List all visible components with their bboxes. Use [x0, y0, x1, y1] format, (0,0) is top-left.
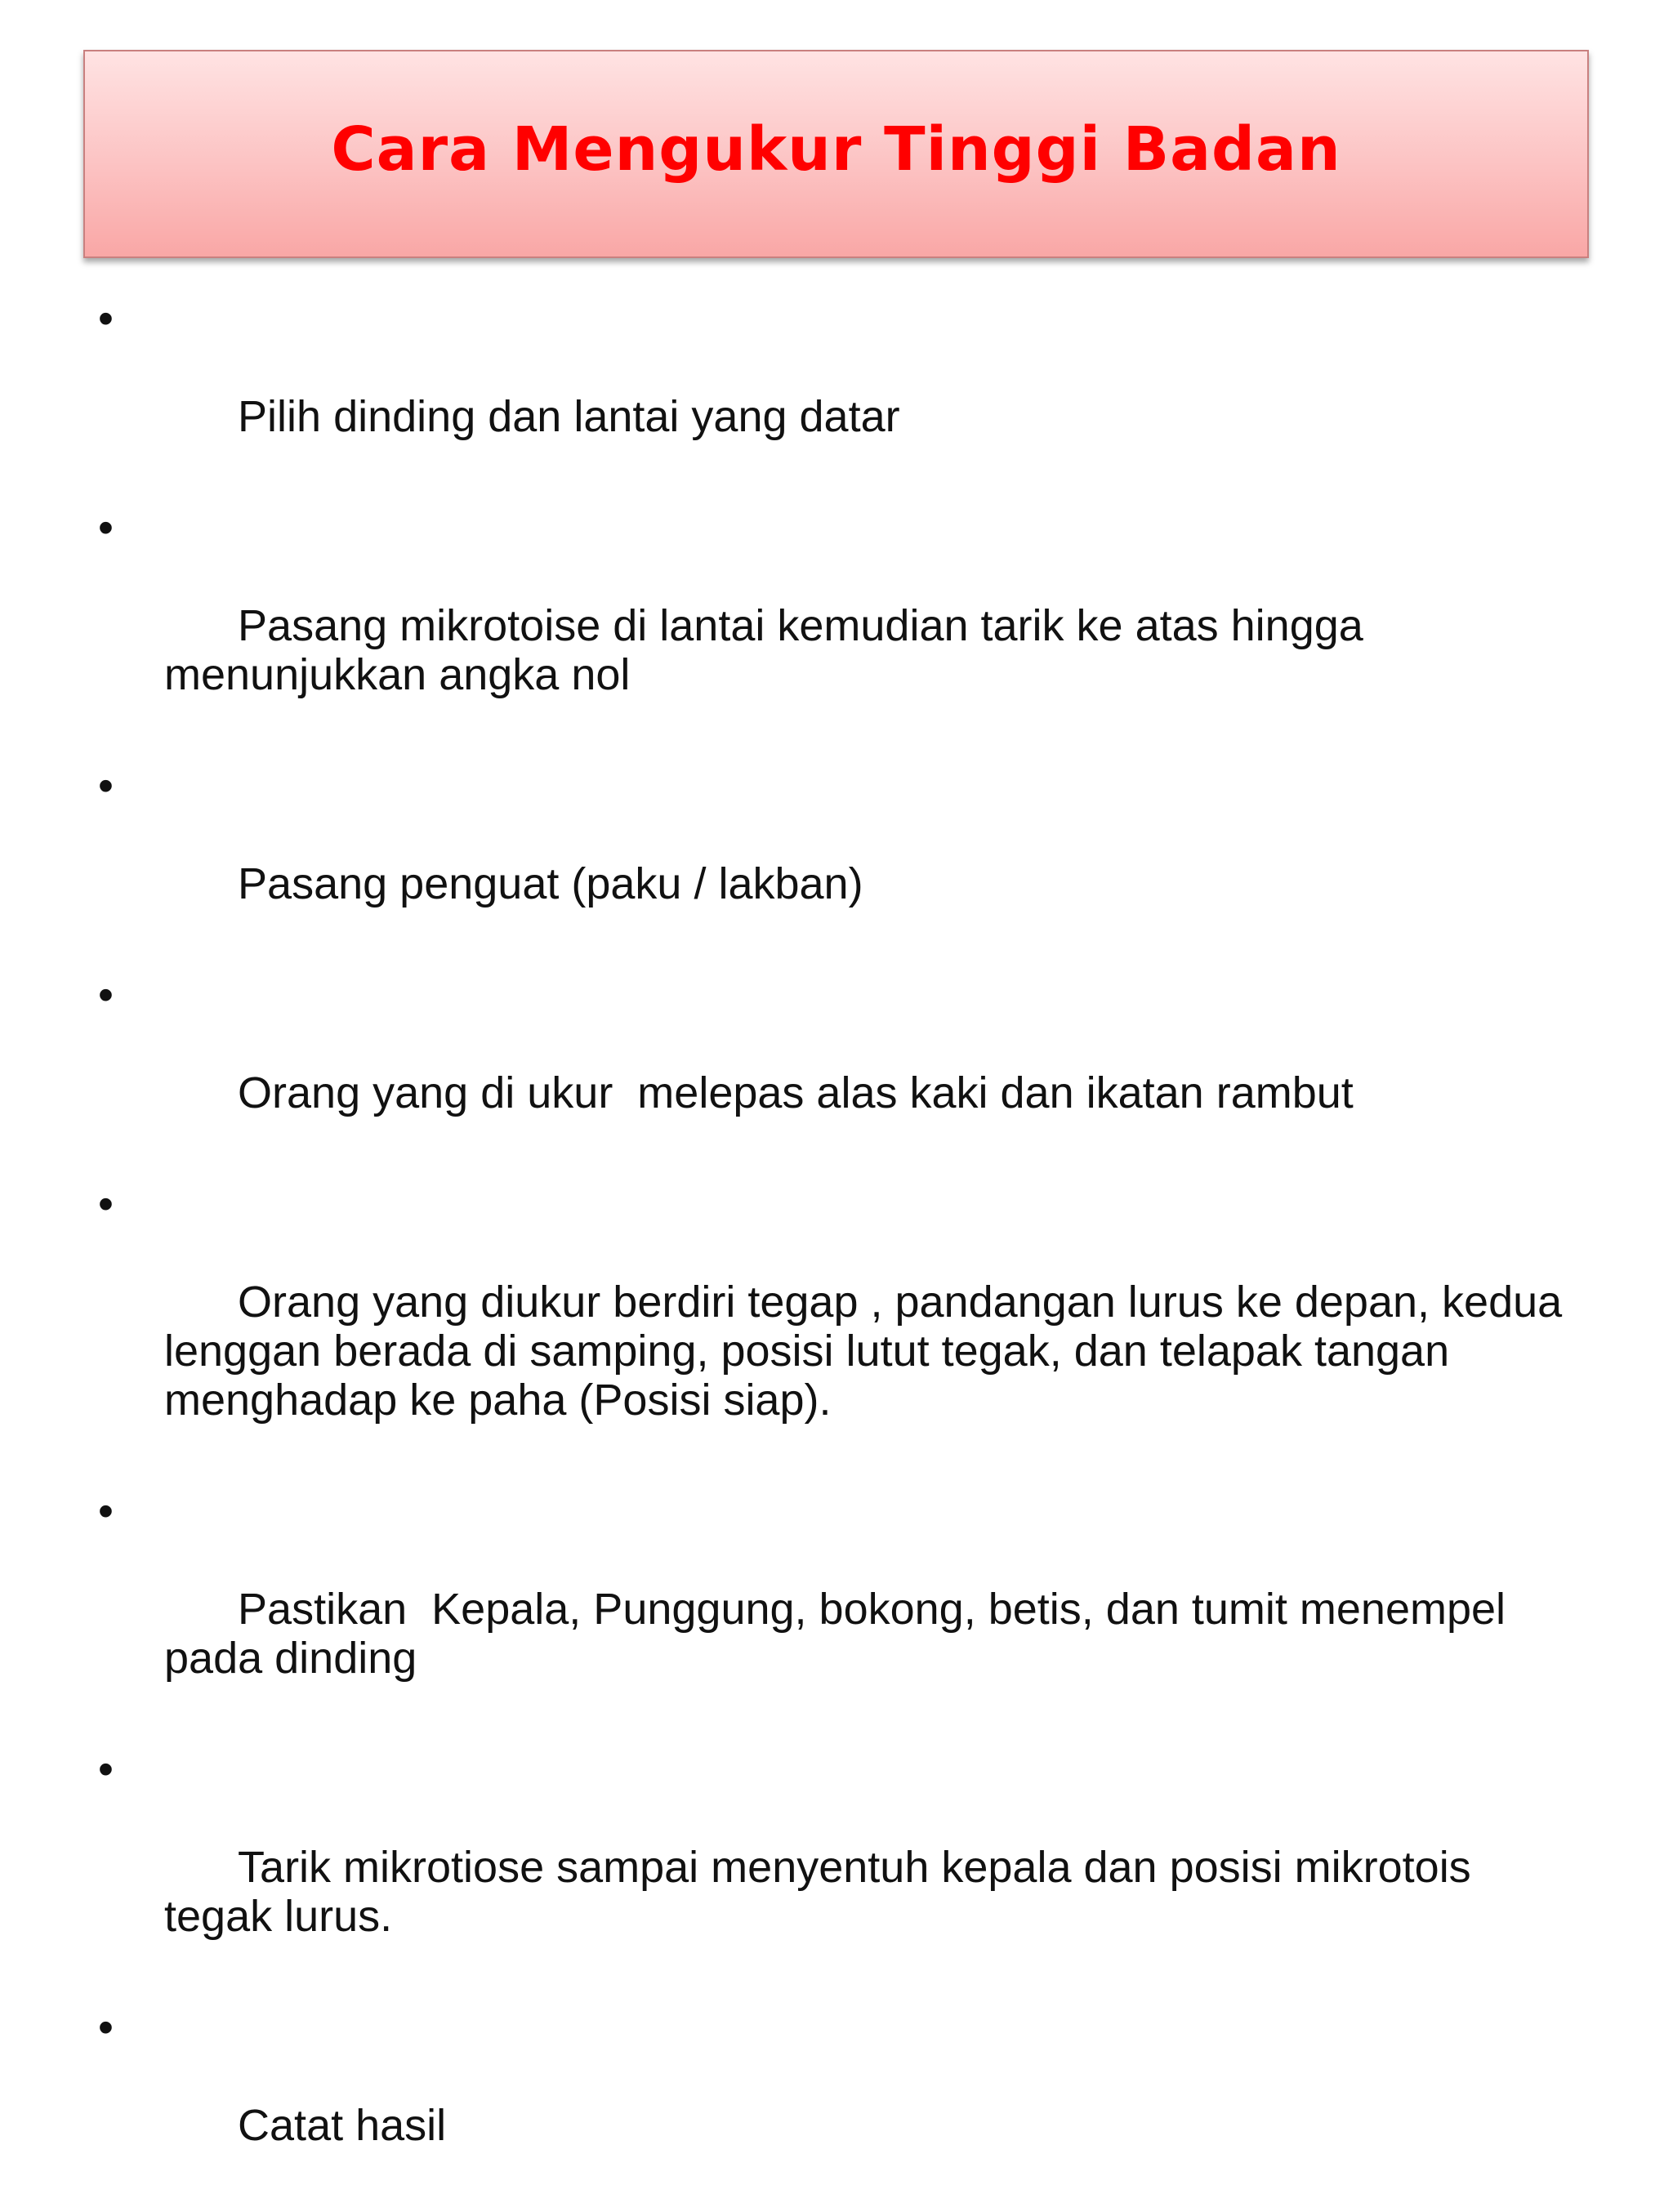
bullet-text: Orang yang di ukur melepas alas kaki dan ikatan rambut [238, 1068, 1354, 1117]
bullet-item [98, 970, 1568, 1166]
bullet-item [98, 761, 1568, 957]
bullet-text: Pilih dinding dan lantai yang datar [238, 392, 900, 441]
bullet-text: Catat hasil [238, 2101, 447, 2150]
bullet-icon: • [98, 1180, 114, 1229]
bullet-item [98, 1745, 1568, 1990]
bullet-icon: • [98, 970, 114, 1019]
bullet-list [98, 294, 1568, 2212]
bullet-text: Pastikan Kepala, Punggung, bokong, betis, dan tumit menempel pada dinding [164, 1585, 1506, 1683]
bullet-text: Orang yang diukur berdiri tegap , pandangan lurus ke depan, kedua lenggan berada di samping, posisi lutut tegak, dan telapak tangan menghadap ke paha (Posisi siap). [164, 1278, 1563, 1425]
bullet-icon: • [98, 1487, 114, 1536]
bullet-item [98, 1487, 1568, 1732]
bullet-icon: • [98, 1745, 114, 1794]
bullet-icon: • [98, 294, 114, 343]
bullet-icon: • [98, 503, 114, 552]
bullet-icon: • [98, 761, 114, 810]
bullet-item [98, 1180, 1568, 1474]
slide-title: Cara Mengukur Tinggi Badan [331, 114, 1341, 185]
bullet-text: Tarik mikrotiose sampai menyentuh kepala dan posisi mikrotois tegak lurus. [164, 1843, 1471, 1941]
bullet-icon: • [98, 2003, 114, 2052]
bullet-text: Pasang mikrotoise di lantai kemudian tarik ke atas hingga menunjukkan angka nol [164, 601, 1363, 699]
title-box [83, 50, 1589, 258]
bullet-item [98, 2003, 1568, 2199]
bullet-text: Pasang penguat (paku / lakban) [238, 859, 863, 908]
bullet-item [98, 294, 1568, 490]
bullet-item [98, 503, 1568, 748]
